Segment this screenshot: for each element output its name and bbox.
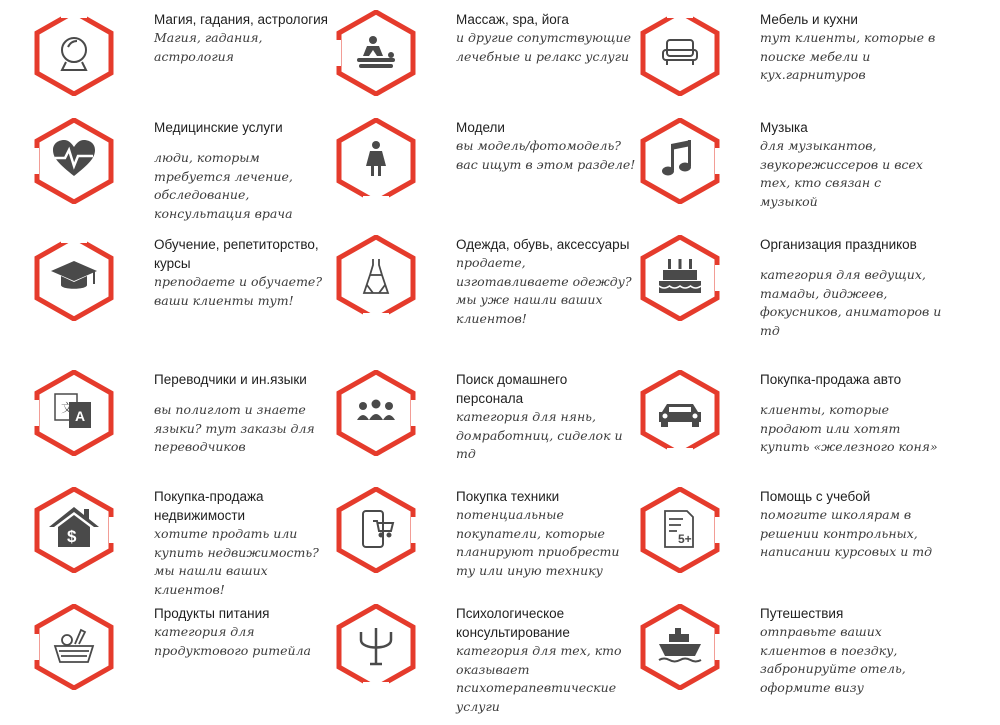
- svg-text:A: A: [75, 408, 86, 424]
- category-psychology[interactable]: [333, 604, 633, 714]
- category-education[interactable]: [31, 235, 331, 345]
- svg-text:5+: 5+: [678, 532, 692, 546]
- household-staff-icon: [333, 370, 419, 456]
- category-title: Массаж, spa, йога: [456, 12, 569, 27]
- category-medical[interactable]: [31, 118, 331, 228]
- category-description: продаете, изготавливаете одежду? мы уже нашли ваших клиентов!: [456, 255, 632, 326]
- category-study-help[interactable]: [637, 487, 937, 597]
- category-description: и другие сопутствующие лечебные и релакс услуги: [456, 30, 631, 64]
- house-dollar-icon: [31, 487, 117, 573]
- crystal-ball-icon: [31, 10, 117, 96]
- car-icon: [637, 370, 723, 456]
- category-title: Обучение, репетиторство, курсы: [154, 237, 319, 271]
- category-title: Мебель и кухни: [760, 12, 858, 27]
- category-description: категория для нянь, домработниц, сиделок и тд: [456, 409, 623, 461]
- category-title: Покупка техники: [456, 489, 560, 504]
- category-household-staff[interactable]: [333, 370, 633, 480]
- category-title: Психологическое консультирование: [456, 606, 570, 640]
- category-title: Медицинские услуги: [154, 120, 283, 135]
- category-description: Магия, гадания, астрология: [154, 30, 263, 64]
- music-note-icon: [637, 118, 723, 204]
- category-food[interactable]: [31, 604, 331, 714]
- sofa-icon: [637, 10, 723, 96]
- category-cars[interactable]: [637, 370, 937, 480]
- category-real-estate[interactable]: [31, 487, 331, 597]
- category-title: Переводчики и ин.языки: [154, 372, 307, 387]
- category-events[interactable]: [637, 235, 942, 345]
- heartbeat-icon: [31, 118, 117, 204]
- food-basket-icon: [31, 604, 117, 690]
- category-title: Покупка-продажа авто: [760, 372, 902, 387]
- category-travel[interactable]: [637, 604, 937, 714]
- svg-text:$: $: [67, 527, 77, 546]
- graduation-cap-icon: [31, 235, 117, 321]
- dress-icon: [333, 235, 419, 321]
- category-electronics[interactable]: [333, 487, 633, 597]
- category-description: вы полиглот и знаете языки? тут заказы для переводчиков: [154, 402, 315, 454]
- category-description: люди, которым требуется лечение, обследование, консультация врача: [154, 150, 293, 221]
- category-description: для музыкантов, звукорежиссеров и всех тех, кто связан с музыкой: [760, 138, 923, 209]
- category-magic[interactable]: [31, 10, 331, 120]
- translate-icon: [31, 370, 117, 456]
- category-description: помогите школярам в решении контрольных, написании курсовых и тд: [760, 507, 933, 559]
- psi-icon: [333, 604, 419, 690]
- category-music[interactable]: [637, 118, 937, 228]
- category-translators[interactable]: [31, 370, 331, 480]
- svg-text:文: 文: [61, 401, 74, 415]
- category-description: категория для продуктового ритейла: [154, 624, 311, 658]
- category-furniture[interactable]: [637, 10, 937, 120]
- category-description: отправьте ваших клиентов в поездку, забронируйте отель, оформите визу: [760, 624, 906, 695]
- graded-paper-icon: [637, 487, 723, 573]
- ship-icon: [637, 604, 723, 690]
- category-title: Организация праздников: [760, 237, 917, 252]
- category-description: преподаете и обучаете? ваши клиенты тут!: [154, 274, 323, 308]
- category-description: категория для тех, кто оказывает психотерапевтические услуги: [456, 643, 622, 714]
- category-title: Помощь с учебой: [760, 489, 871, 504]
- category-massage[interactable]: [333, 10, 633, 120]
- category-description: категория для ведущих, тамады, диджеев, фокусников, аниматоров и тд: [760, 267, 942, 338]
- phone-cart-icon: [333, 487, 419, 573]
- category-title: Модели: [456, 120, 505, 135]
- category-title: Путешествия: [760, 606, 844, 621]
- category-description: клиенты, которые продают или хотят купить «железного коня»: [760, 402, 938, 454]
- category-title: Продукты питания: [154, 606, 270, 621]
- cake-icon: [637, 235, 723, 321]
- massage-icon: [333, 10, 419, 96]
- category-title: Покупка-продажа недвижимости: [154, 489, 264, 523]
- category-title: Одежда, обувь, аксессуары: [456, 237, 630, 252]
- category-clothing[interactable]: [333, 235, 633, 345]
- category-description: тут клиенты, которые в поиске мебели и кух.гарнитуров: [760, 30, 936, 82]
- category-description: хотите продать или купить недвижимость? мы нашли ваших клиентов!: [154, 526, 319, 597]
- category-description: вы модель/фотомодель? вас ищут в этом разделе!: [456, 138, 636, 172]
- category-title: Магия, гадания, астрология: [154, 12, 328, 27]
- category-title: Музыка: [760, 120, 808, 135]
- model-woman-icon: [333, 118, 419, 204]
- category-description: потенциальные покупатели, которые планируют приобрести ту или иную технику: [456, 507, 620, 578]
- category-title: Поиск домашнего персонала: [456, 372, 568, 406]
- category-models[interactable]: [333, 118, 636, 228]
